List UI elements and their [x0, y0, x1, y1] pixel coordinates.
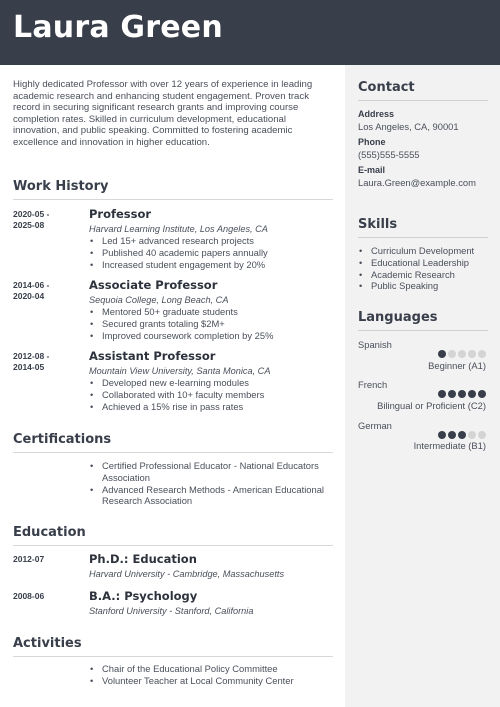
list-item: • Developed new e-learning modules: [89, 377, 334, 389]
skills-title: Skills: [358, 217, 398, 232]
candidate-name: Laura Green: [13, 10, 223, 45]
language-name: French: [358, 379, 388, 390]
list-item: • Achieved a 15% rise in pass rates: [89, 401, 334, 413]
job-date: [13, 351, 83, 373]
language-rating: [438, 431, 486, 439]
activities-title: Activities: [13, 636, 82, 651]
resume-header: [0, 0, 500, 65]
language-name: Spanish: [358, 339, 392, 350]
sidebar: [345, 65, 500, 707]
job-role: Associate Professor: [89, 278, 218, 292]
list-item: • Curriculum Development: [358, 245, 493, 257]
job-role: Assistant Professor: [89, 349, 216, 363]
section-divider: [358, 100, 488, 101]
job-bullets: [89, 377, 334, 412]
language-level: Beginner (A1): [428, 360, 486, 371]
email-value[interactable]: Laura.Green@example.com: [358, 177, 476, 188]
email-label: E-mail: [358, 165, 386, 175]
job-organization: Mountain View University, Santa Monica, CA: [89, 366, 271, 376]
phone-value: (555)555-5555: [358, 149, 420, 160]
rating-dot-filled: [438, 390, 446, 398]
language-level: Bilingual or Proficient (C2): [377, 400, 486, 411]
skills-list: [358, 245, 493, 292]
section-divider: [358, 330, 488, 331]
main-column: [0, 65, 345, 707]
certifications-title: Certifications: [13, 432, 112, 447]
job-organization: Harvard Learning Institute, Los Angeles, CA: [89, 224, 268, 234]
school: Stanford University - Stanford, California: [89, 606, 254, 616]
list-item: • Led 15+ advanced research projects: [89, 235, 334, 247]
job-date-start: 2020-05 -: [13, 209, 50, 219]
list-item: • Certified Professional Educator - National Educators Association: [89, 460, 324, 484]
section-divider: [13, 199, 333, 200]
education-date: 2012-07: [13, 554, 45, 564]
degree: Ph.D.: Education: [89, 552, 197, 566]
job-bullets: [89, 235, 334, 270]
work-history-title: Work History: [13, 179, 109, 194]
section-divider: [13, 656, 333, 657]
rating-dot-filled: [468, 390, 476, 398]
rating-dot-filled: [478, 390, 486, 398]
activities-list: [89, 663, 329, 687]
rating-dot-filled: [458, 431, 466, 439]
phone-label: Phone: [358, 137, 386, 147]
rating-dot-empty: [478, 350, 486, 358]
list-item: • Chair of the Educational Policy Committee: [89, 663, 329, 675]
list-item: • Academic Research: [358, 269, 493, 281]
rating-dot-empty: [478, 431, 486, 439]
job-organization: Sequoia College, Long Beach, CA: [89, 295, 229, 305]
job-date: [13, 209, 83, 231]
rating-dot-filled: [448, 431, 456, 439]
rating-dot-empty: [468, 350, 476, 358]
list-item: • Increased student engagement by 20%: [89, 259, 334, 271]
language-rating: [438, 350, 486, 358]
address-value: Los Angeles, CA, 90001: [358, 121, 459, 132]
list-item: • Collaborated with 10+ faculty members: [89, 389, 334, 401]
list-item: • Published 40 academic papers annually: [89, 247, 334, 259]
list-item: • Educational Leadership: [358, 257, 493, 269]
list-item: • Volunteer Teacher at Local Community Center: [89, 675, 329, 687]
rating-dot-empty: [448, 350, 456, 358]
list-item: • Advanced Research Methods - American Educational Research Association: [89, 484, 324, 508]
rating-dot-filled: [448, 390, 456, 398]
job-date-start: 2014-06 -: [13, 280, 50, 290]
address-label: Address: [358, 109, 395, 119]
rating-dot-filled: [458, 390, 466, 398]
job-date-end: 2014-05: [13, 362, 45, 372]
rating-dot-empty: [458, 350, 466, 358]
language-level: Intermediate (B1): [413, 440, 486, 451]
contact-title: Contact: [358, 80, 415, 95]
job-date-end: 2020-04: [13, 291, 45, 301]
certifications-list: [89, 460, 324, 507]
job-date: [13, 280, 83, 302]
education-date: 2008-06: [13, 591, 45, 601]
job-date-end: 2025-08: [13, 220, 45, 230]
degree: B.A.: Psychology: [89, 589, 198, 603]
job-date-start: 2012-08 -: [13, 351, 50, 361]
rating-dot-empty: [468, 431, 476, 439]
list-item: • Secured grants totaling $2M+: [89, 318, 334, 330]
job-bullets: [89, 306, 334, 341]
education-title: Education: [13, 525, 86, 540]
languages-title: Languages: [358, 310, 438, 325]
section-divider: [13, 545, 333, 546]
language-rating: [438, 390, 486, 398]
list-item: • Public Speaking: [358, 280, 493, 292]
school: Harvard University - Cambridge, Massachusetts: [89, 569, 285, 579]
section-divider: [358, 237, 488, 238]
rating-dot-filled: [438, 431, 446, 439]
job-role: Professor: [89, 207, 152, 221]
professional-summary: Highly dedicated Professor with over 12 years of experience in leading academic research and enhancing student engagement. Proven track record in securing significant research grants and improving course completion rates. Skilled in curriculum development, educational innovation, and public speaking. Committed to fostering academic excellence and innovation in higher education.: [13, 79, 313, 148]
list-item: • Mentored 50+ graduate students: [89, 306, 334, 318]
rating-dot-filled: [438, 350, 446, 358]
list-item: • Improved coursework completion by 25%: [89, 330, 334, 342]
language-name: German: [358, 420, 392, 431]
section-divider: [13, 452, 333, 453]
